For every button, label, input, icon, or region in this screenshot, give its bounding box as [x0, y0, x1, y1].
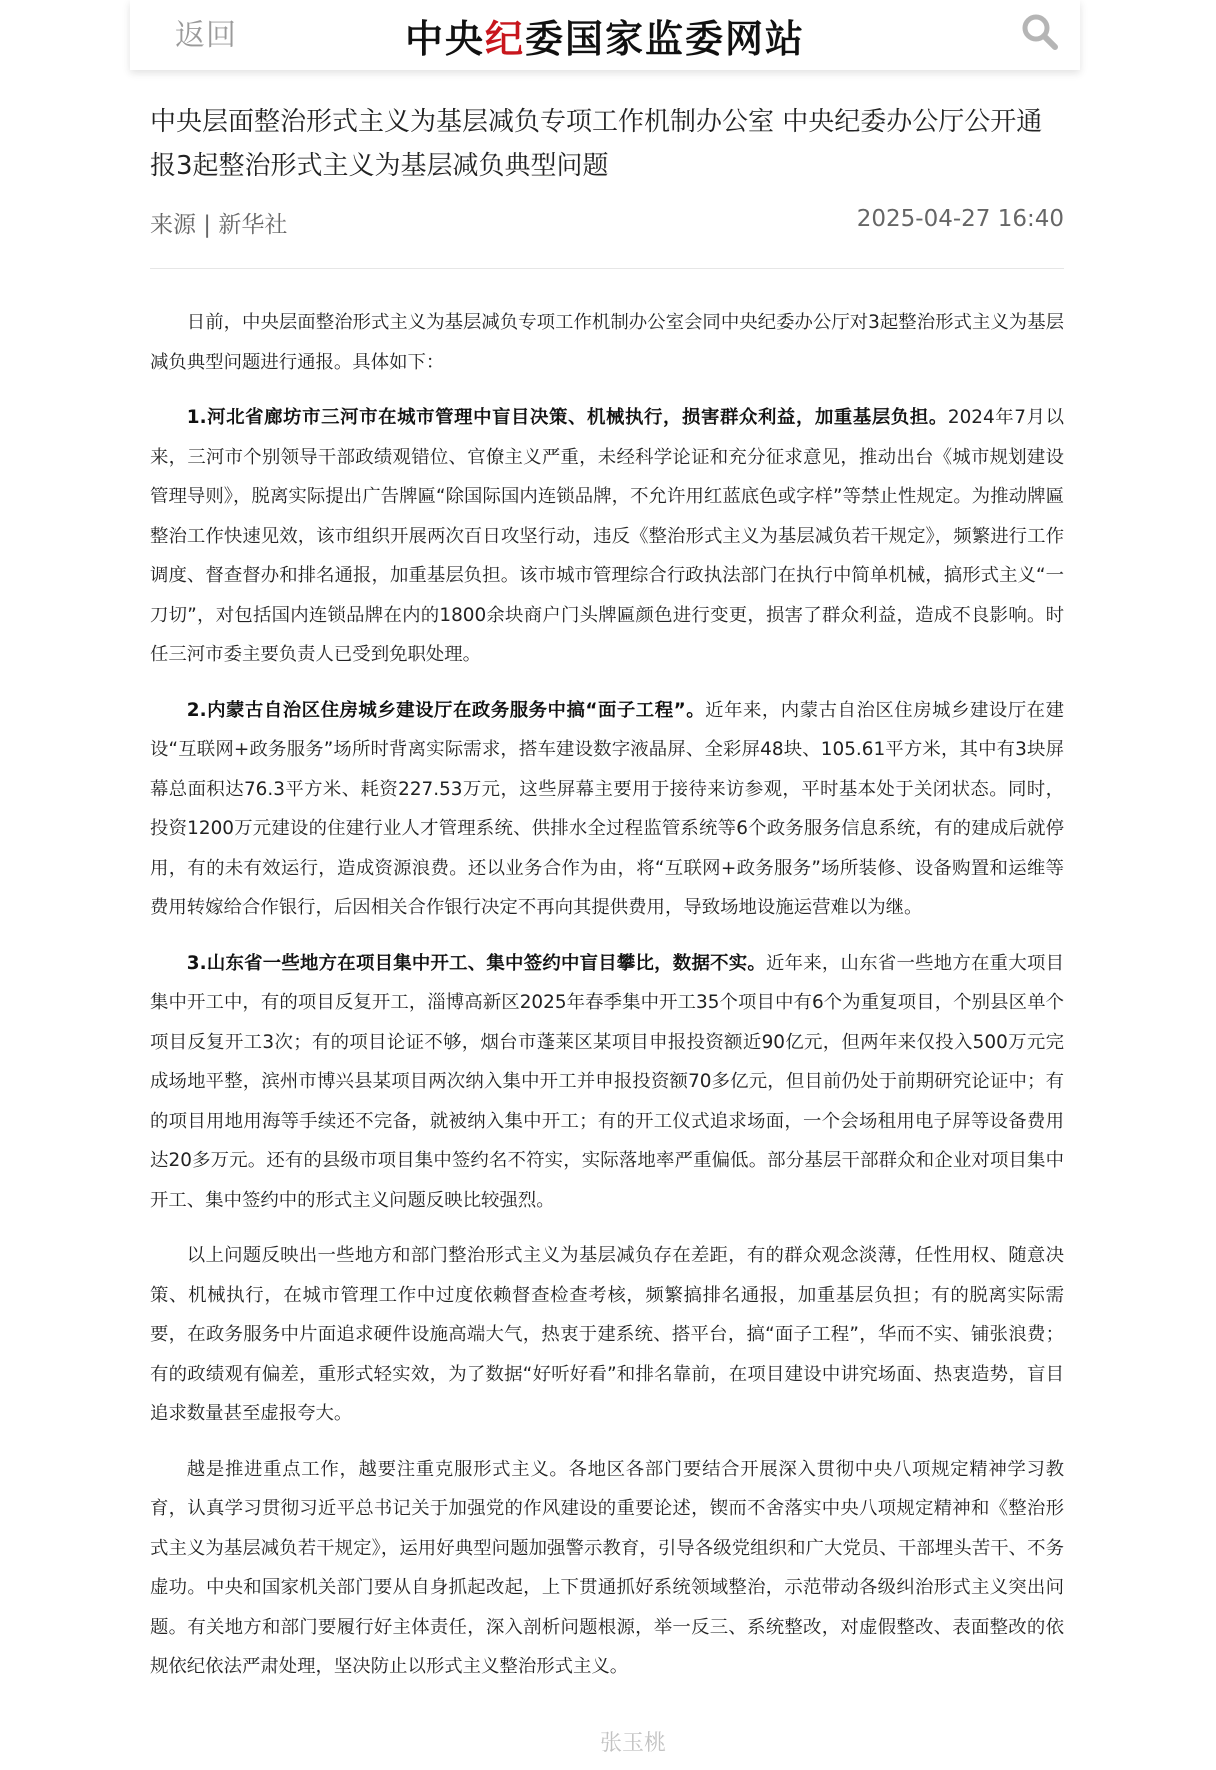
site-title: [130, 8, 1080, 63]
site-title-part1: 中央: [404, 16, 485, 61]
watermark: 张玉桃: [600, 1731, 667, 1756]
analysis-paragraph: 以上问题反映出一些地方和部门整治形式主义为基层减负存在差距，有的群众观念淡薄，任性用权、随意决策、机械执行，在城市管理工作中过度依赖督查检查考核，频繁搞排名通报，加重基层负担；有的脱离实际需要，在政务服务中片面追求硬件设施高端大气，热衷于建系统、搭平台，搞“面子工程”，华而不实、铺张浪费；有的政绩观有偏差，重形式轻实效，为了数据“好听好看”和排名靠前，在项目建设中讲究场面、热衷造势，盲目追求数量甚至虚报夸大。: [150, 1245, 1064, 1424]
requirements-paragraph: 越是推进重点工作，越要注重克服形式主义。各地区各部门要结合开展深入贯彻中央八项规定精神学习教育，认真学习贯彻习近平总书记关于加强党的作风建设的重要论述，锲而不舍落实中央八项规定精神和《整治形式主义为基层减负若干规定》，运用好典型问题加强警示教育，引导各级党组织和广大党员、干部埋头苦干、不务虚功。中央和国家机关部门要从自身抓起改起，上下贯通抓好系统领域整治，示范带动各级纠治形式主义突出问题。有关地方和部门要履行好主体责任，深入剖析问题根源，举一反三、系统整改，对虚假整改、表面整改的依规依纪依法严肃处理，坚决防止以形式主义整治形式主义。: [150, 1458, 1064, 1677]
article-meta: [150, 206, 1064, 269]
intro-paragraph: 日前，中央层面整治形式主义为基层减负专项工作机制办公室会同中央纪委办公厅对3起整治形式主义为基层减负典型问题进行通报。具体如下：: [150, 312, 1064, 373]
article-title: 中央层面整治形式主义为基层减负专项工作机制办公室 中央纪委办公厅公开通报3起整治形式主义为基层减负典型问题: [150, 107, 1043, 181]
article: [150, 100, 1064, 1703]
top-header: [130, 0, 1080, 70]
case-paragraph-1: [150, 398, 1064, 675]
search-icon[interactable]: [1020, 12, 1060, 52]
case-body-3: 近年来，山东省一些地方在重大项目集中开工中，有的项目反复开工，淄博高新区2025年春季集中开工35个项目中有6个为重复项目，个别县区单个项目反复开工3次；有的项目论证不够，烟台市蓬莱区某项目申报投资额近90亿元，但两年来仅投入500万元完成场地平整，滨州市博兴县某项目两次纳入集中开工并申报投资额70多亿元，但目前仍处于前期研究论证中；有的项目用地用海等手续还不完备，就被纳入集中开工；有的开工仪式追求场面，一个会场租用电子屏等设备费用达20多万元。还有的县级市项目集中签约名不符实，实际落地率严重偏低。部分基层干部群众和企业对项目集中开工、集中签约中的形式主义问题反映比较强烈。: [150, 952, 1064, 1211]
case-heading-2: 2.内蒙古自治区住房城乡建设厅在政务服务中搞“面子工程”。: [186, 699, 706, 721]
site-title-part2: 委国家监委网站: [525, 16, 806, 61]
article-date: 2025-04-27 16:40: [856, 206, 1064, 232]
case-heading-3: 3.山东省一些地方在项目集中开工、集中签约中盲目攀比，数据不实。: [186, 952, 766, 974]
site-title-accent: 纪: [484, 16, 525, 61]
case-paragraph-2: [150, 691, 1064, 928]
case-body-1: 2024年7月以来，三河市个别领导干部政绩观错位、官僚主义严重，未经科学论证和充分征求意见，推动出台《城市规划建设管理导则》，脱离实际提出广告牌匾“除国际国内连锁品牌，不允许用红蓝底色或字样”等禁止性规定。为推动牌匾整治工作快速见效，该市组织开展两次百日攻坚行动，违反《整治形式主义为基层减负若干规定》，频繁进行工作调度、督查督办和排名通报，加重基层负担。该市城市管理综合行政执法部门在执行中简单机械，搞形式主义“一刀切”，对包括国内连锁品牌在内的1800余块商户门头牌匾颜色进行变更，损害了群众利益，造成不良影响。时任三河市委主要负责人已受到免职处理。: [150, 407, 1064, 665]
article-source: 来源 | 新华社: [150, 212, 288, 238]
back-button[interactable]: 返回: [175, 18, 237, 53]
case-paragraph-3: [150, 944, 1064, 1221]
case-heading-1: 1.河北省廊坊市三河市在城市管理中盲目决策、机械执行，损害群众利益，加重基层负担。: [186, 407, 948, 428]
article-content: [150, 303, 1064, 1687]
case-body-2: 近年来，内蒙古自治区住房城乡建设厅在建设“互联网+政务服务”场所时背离实际需求，搭车建设数字液晶屏、全彩屏48块、105.61平方米，其中有3块屏幕总面积达76.3平方米、耗资227.53万元，这些屏幕主要用于接待来访参观，平时基本处于关闭状态。同时，投资1200万元建设的住建行业人才管理系统、供排水全过程监管系统等6个政务服务信息系统，有的建成后就停用，有的未有效运行，造成资源浪费。还以业务合作为由，将“互联网+政务服务”场所装修、设备购置和运维等费用转嫁给合作银行，后因相关合作银行决定不再向其提供费用，导致场地设施运营难以为继。: [150, 699, 1064, 918]
